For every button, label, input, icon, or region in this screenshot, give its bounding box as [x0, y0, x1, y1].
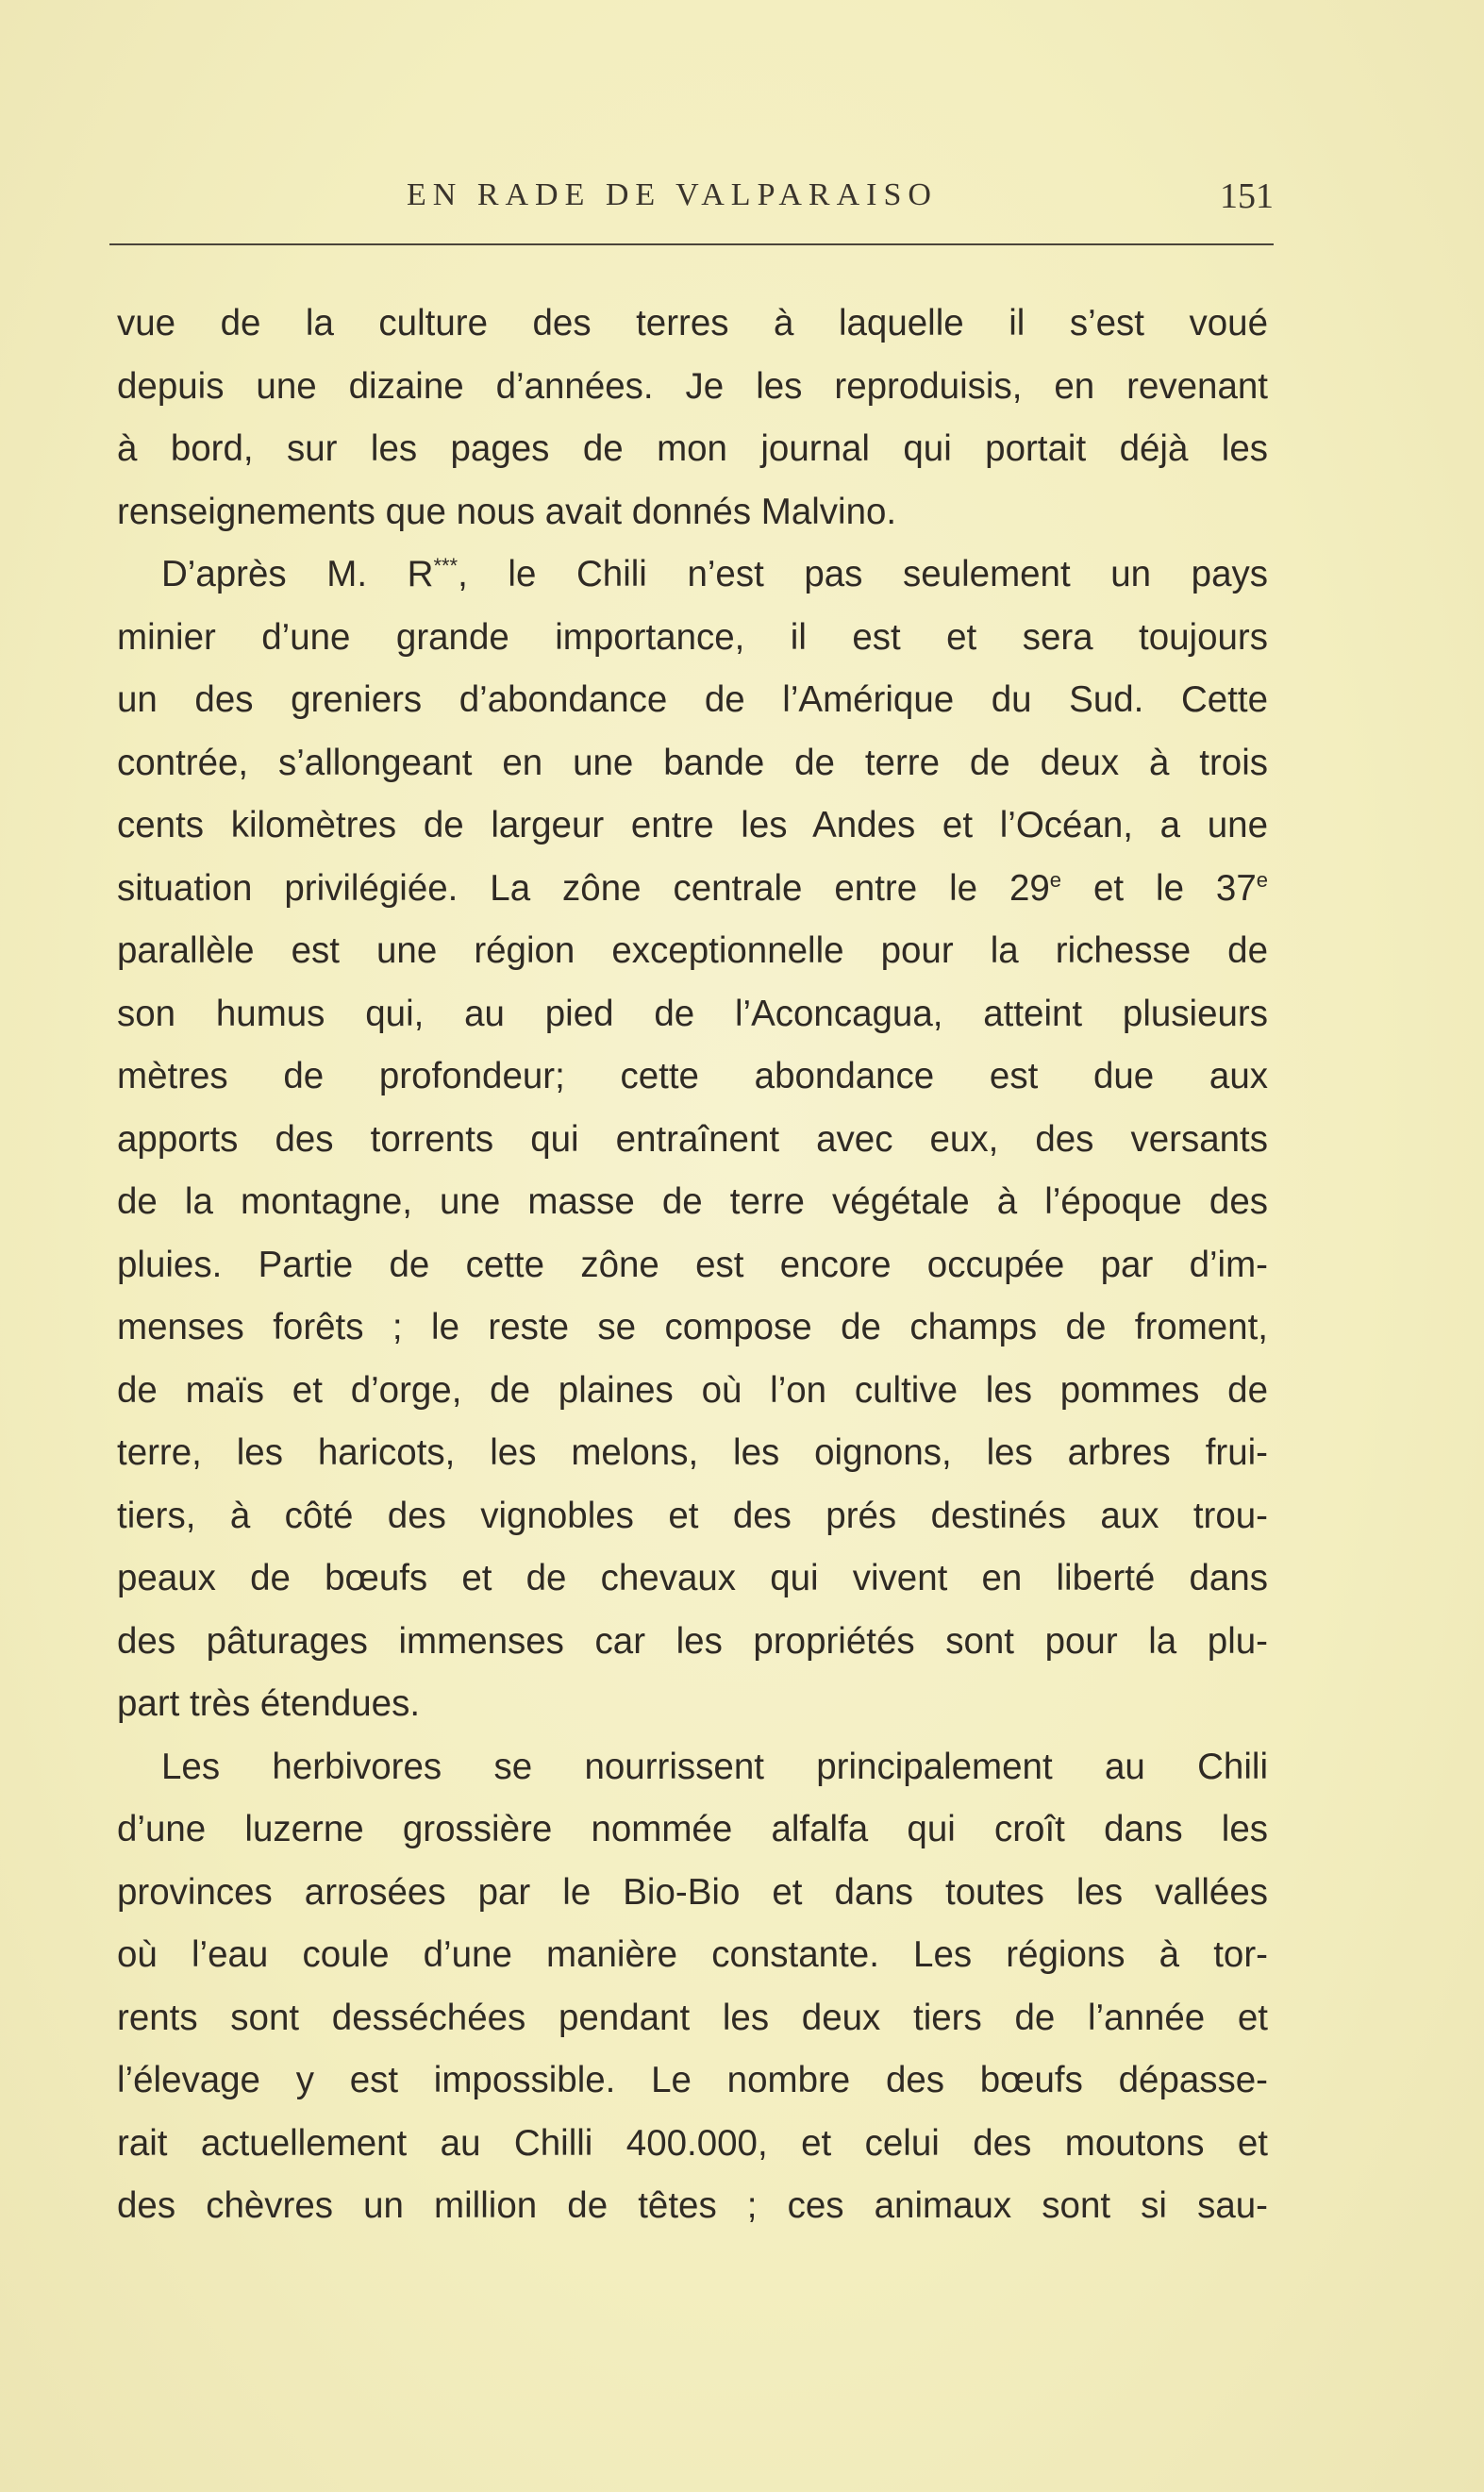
text-line: terre, les haricots, les melons, les oignons, les arbres frui- [117, 1432, 1268, 1473]
text-line: menses forêts ; le reste se compose de champs de froment, [117, 1307, 1268, 1347]
text-line: l’élevage y est impossible. Le nombre des bœufs dépasse- [117, 2060, 1268, 2100]
text-line: cents kilomètres de largeur entre les Andes et l’Océan, a une [117, 805, 1268, 845]
text-line: d’une luzerne grossière nommée alfalfa qui croît dans les [117, 1809, 1268, 1849]
text-line: rents sont desséchées pendant les deux tiers de l’année et [117, 1997, 1268, 2038]
running-title: EN RADE DE VALPARAISO [407, 177, 938, 212]
text-line: provinces arrosées par le Bio-Bio et dans toutes les vallées [117, 1871, 1268, 1913]
text-line: pluies. Partie de cette zône est encore occupée par d’im- [117, 1244, 1268, 1285]
text-line: contrée, s’allongeant en une bande de terre de deux à trois [117, 742, 1268, 783]
header-rule [109, 243, 1274, 245]
text-line: son humus qui, au pied de l’Aconcagua, atteint plusieurs [117, 993, 1268, 1034]
text-line: Les herbivores se nourrissent principalement au Chili [161, 1746, 1268, 1787]
text-line: un des greniers d’abondance de l’Amérique du Sud. Cette [117, 679, 1268, 720]
text-line: situation privilégiée. La zône centrale entre le 29e et le 37e [117, 867, 1268, 909]
text-line: renseignements que nous avait donnés Malvino. [117, 491, 897, 532]
text-line: à bord, sur les pages de mon journal qui portait déjà les [117, 428, 1268, 469]
text-line: minier d’une grande importance, il est et sera toujours [117, 616, 1268, 658]
text-line: où l’eau coule d’une manière constante. Les régions à tor- [117, 1934, 1268, 1975]
text-line: mètres de profondeur; cette abondance est due aux [117, 1056, 1268, 1096]
text-line: de maïs et d’orge, de plaines où l’on cultive les pommes de [117, 1369, 1268, 1411]
page-number: 151 [1220, 176, 1274, 216]
text-line: part très étendues. [117, 1683, 421, 1724]
text-line: apports des torrents qui entraînent avec eux, des versants [117, 1118, 1268, 1160]
text-line: depuis une dizaine d’années. Je les reproduisis, en revenant [117, 365, 1268, 407]
text-line: rait actuellement au Chilli 400.000, et celui des moutons et [117, 2122, 1268, 2164]
text-line: parallèle est une région exceptionnelle pour la richesse de [117, 930, 1268, 971]
text-line: des chèvres un million de têtes ; ces animaux sont si sau- [117, 2185, 1268, 2226]
text-line: tiers, à côté des vignobles et des prés destinés aux trou- [117, 1495, 1268, 1536]
text-line: D’après M. R***, le Chili n’est pas seulement un pays [161, 554, 1268, 594]
body-text [117, 293, 1268, 2238]
text-line: des pâturages immenses car les propriétés sont pour la plu- [117, 1620, 1268, 1662]
text-line: peaux de bœufs et de chevaux qui vivent en liberté dans [117, 1558, 1268, 1598]
text-line: vue de la culture des terres à laquelle il s’est voué [117, 303, 1268, 343]
text-line: de la montagne, une masse de terre végétale à l’époque des [117, 1181, 1268, 1222]
page-header [109, 170, 1274, 226]
